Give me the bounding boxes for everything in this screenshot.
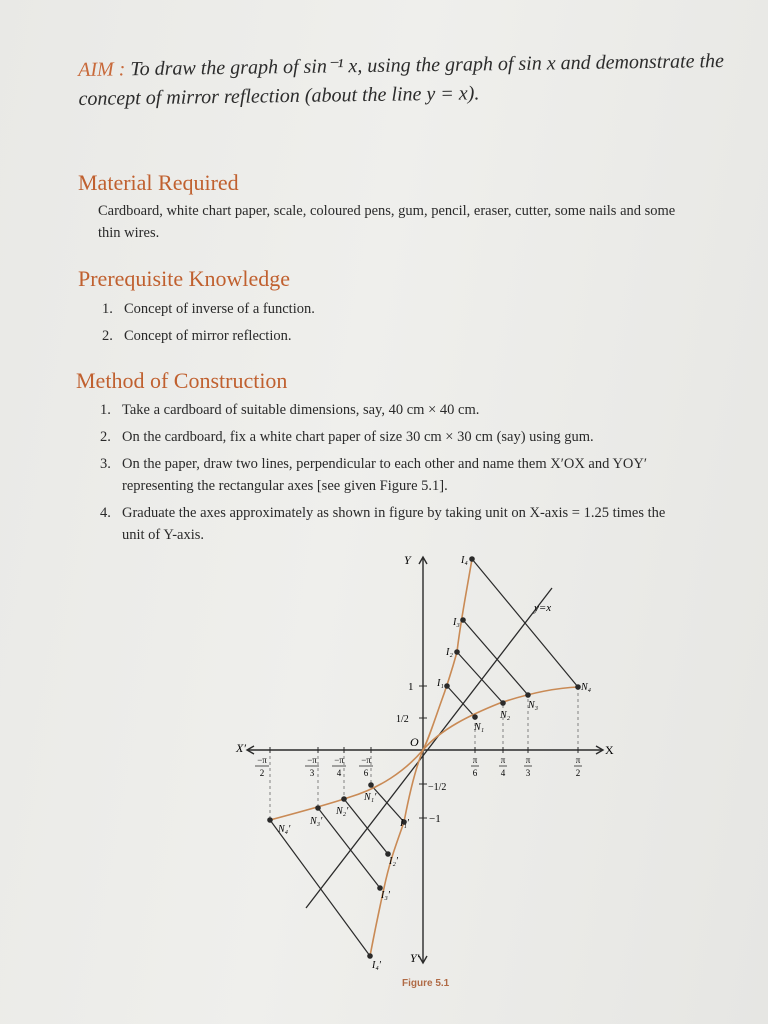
- x-axis-label: X: [605, 743, 614, 757]
- prereq-num: 2.: [102, 328, 113, 344]
- method-num: 2.: [100, 429, 111, 445]
- y-tick-label: −1: [429, 813, 441, 825]
- material-heading: Material Required: [78, 170, 239, 195]
- x-tick-num: π: [500, 755, 506, 765]
- method-line1: Graduate the axes approximately as shown in figure by taking unit on X-axis = 1.25 times the: [122, 505, 666, 521]
- y-tick-label: 1/2: [396, 714, 409, 725]
- point-label-i4-prime: I₄′: [372, 960, 381, 971]
- x-tick-den: 3: [309, 768, 315, 778]
- point-label-n3-prime: N₃′: [310, 816, 323, 827]
- x-neg-axis-label: X′: [236, 741, 246, 755]
- y-tick-label: 1: [408, 681, 414, 693]
- x-tick-den: 4: [500, 768, 506, 778]
- x-tick-den: 2: [259, 768, 265, 778]
- x-tick-num: −π: [334, 755, 344, 765]
- prereq-text: Concept of inverse of a function.: [124, 301, 315, 317]
- method-heading: Method of Construction: [76, 368, 288, 393]
- point-label-n2-prime: N₂′: [336, 806, 349, 817]
- point-label-i4: I₄: [461, 555, 468, 566]
- method-num: 1.: [100, 402, 111, 418]
- method-line2: representing the rectangular axes [see given Figure 5.1].: [122, 478, 448, 494]
- point-label-i2-prime: I₂′: [389, 856, 398, 867]
- method-line2: unit of Y-axis.: [122, 527, 205, 543]
- prereq-num: 1.: [102, 301, 113, 317]
- point-label-i3-prime: I₃′: [381, 890, 390, 901]
- point-label-i3: I₃: [453, 617, 460, 628]
- prereq-text: Concept of mirror reflection.: [124, 328, 292, 344]
- y-neg-axis-label: Y′: [410, 951, 420, 965]
- line-y-equals-x: [306, 588, 552, 908]
- figure-caption: Figure 5.1: [402, 978, 450, 989]
- x-tick-num: −π: [361, 755, 371, 765]
- method-line1: On the paper, draw two lines, perpendicular to each other and name them X′OX and YOY′: [122, 456, 648, 472]
- method-num: 3.: [100, 456, 111, 472]
- origin-label: O: [410, 735, 419, 749]
- x-tick-labels-positive: [471, 755, 582, 778]
- aim-label: AIM :: [78, 58, 126, 81]
- point-label-n1-prime: N₁′: [364, 792, 377, 803]
- point-label-n3: N₃: [528, 700, 539, 711]
- x-tick-num: −π: [257, 755, 267, 765]
- x-tick-den: 3: [525, 768, 531, 778]
- material-line2: thin wires.: [98, 225, 160, 241]
- aim-text-line2: concept of mirror reflection (about the line y = x).: [78, 82, 480, 110]
- point-label-n1: N₁: [474, 722, 485, 733]
- y-tick-label: −1/2: [428, 782, 447, 793]
- prereq-heading: Prerequisite Knowledge: [78, 266, 290, 291]
- x-tick-num: π: [525, 755, 531, 765]
- point-label-i2: I₂: [446, 647, 453, 658]
- x-tick-den: 2: [575, 768, 581, 778]
- point-label-i1: I₁: [437, 678, 444, 689]
- material-line1: Cardboard, white chart paper, scale, coloured pens, gum, pencil, eraser, cutter, some nails and some: [98, 203, 676, 219]
- point-label-n2: N₂: [500, 710, 511, 721]
- x-tick-labels-negative: [255, 755, 373, 778]
- x-tick-num: π: [575, 755, 581, 765]
- point-label-n4-prime: N₄′: [278, 824, 291, 835]
- method-line1: On the cardboard, fix a white chart paper of size 30 cm × 30 cm (say) using gum.: [122, 429, 594, 445]
- x-tick-num: −π: [307, 755, 317, 765]
- x-tick-den: 6: [472, 768, 478, 778]
- x-tick-den: 4: [336, 768, 342, 778]
- aim-text-line1: To draw the graph of sin⁻¹ x, using the graph of sin x and demonstrate the: [130, 49, 725, 81]
- method-num: 4.: [100, 505, 111, 521]
- line-y-equals-x-label: y=x: [534, 602, 552, 614]
- point-label-n4: N₄: [581, 682, 592, 693]
- y-axis-label: Y: [404, 553, 411, 567]
- x-tick-den: 6: [363, 768, 369, 778]
- point-labels: [277, 555, 592, 971]
- point-label-i1-prime: I₁′: [400, 818, 409, 829]
- method-line1: Take a cardboard of suitable dimensions, say, 40 cm × 40 cm.: [122, 402, 480, 418]
- x-tick-num: π: [472, 755, 478, 765]
